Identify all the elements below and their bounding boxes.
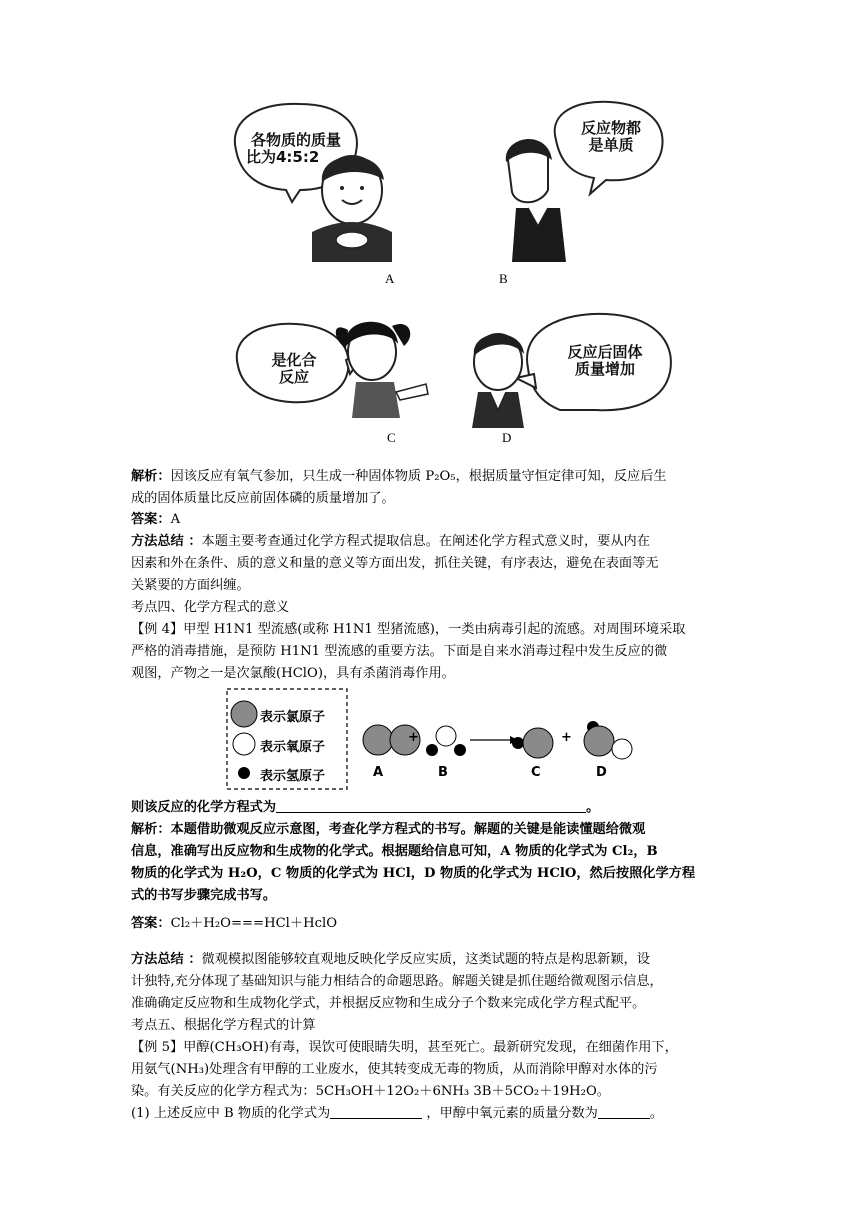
analysis2-line1: 解析：本题借助微观反应示意图，考查化学方程式的书写。解题的关键是能读懂题给微观 xyxy=(131,822,646,837)
method1-text: 本题主要考查通过化学方程式提取信息。在阐述化学方程式意义时，要从内在 xyxy=(201,534,650,549)
caption-c: C xyxy=(387,430,396,445)
answer2-equation: Cl₂＋H₂O===HCl＋HclO xyxy=(170,916,338,931)
bubble-a-line1: 各物质的质量 xyxy=(250,131,341,149)
label-b: B xyxy=(438,765,448,780)
molecule-d-chlorine xyxy=(584,726,614,756)
legend-oxygen-atom xyxy=(233,733,255,755)
answer-blank-b-formula[interactable] xyxy=(330,1106,422,1119)
kaodian5-heading: 考点五、根据化学方程式的计算 xyxy=(131,1018,316,1033)
question4-suffix: 。 xyxy=(586,800,600,815)
molecule-b-oxygen xyxy=(436,726,456,746)
analysis1-line1 xyxy=(131,466,731,488)
molecule-c-hydrogen xyxy=(512,737,524,749)
method1-line2: 因素和外在条件、质的意义和量的意义等方面出发，抓住关键，有序表达，避免在表面等无 xyxy=(131,556,659,571)
bubble-b-line2: 是单质 xyxy=(588,136,634,154)
answer2-label: 答案： xyxy=(131,916,171,931)
bubble-c-line1: 是化合 xyxy=(271,351,317,369)
molecule-b-hydrogen1 xyxy=(426,744,438,756)
q5-middle: ，甲醇中氧元素的质量分数为 xyxy=(422,1106,598,1121)
ex4-line3: 观图，产物之一是次氯酸(HClO)，具有杀菌消毒作用。 xyxy=(131,666,455,681)
method2-label: 方法总结 ： xyxy=(131,952,202,967)
answer1 xyxy=(131,509,731,531)
analysis2-line2: 信息，准确写出反应物和生成物的化学式。根据题给信息可知，A 物质的化学式为 Cl₂，B xyxy=(131,844,658,859)
analysis1-text: 因该反应有氧气参加，只生成一种固体物质 P₂O₅，根据质量守恒定律可知，反应后生 xyxy=(170,469,667,484)
plus-sign-1: + xyxy=(408,730,419,745)
person-a-figure xyxy=(312,156,392,262)
analysis2-line4: 式的书写步骤完成书写。 xyxy=(131,888,277,903)
method2-line1 xyxy=(131,949,731,971)
method1-line3: 关紧要的方面纠缠。 xyxy=(131,578,250,593)
question4 xyxy=(131,797,731,819)
person-b-figure xyxy=(506,139,566,262)
method2-text: 微观模拟图能够较直观地反映化学反应实质，这类试题的特点是构思新颖，设 xyxy=(201,952,650,967)
label-c: C xyxy=(531,765,541,780)
analysis1-line2: 成的固体质量比反应前固体磷的质量增加了。 xyxy=(131,491,395,506)
answer-blank-equation[interactable] xyxy=(276,800,586,813)
legend-oxygen-label: 表示氧原子 xyxy=(260,740,326,755)
answer-label: 答案： xyxy=(131,512,171,527)
ex4-line2: 严格的消毒措施，是预防 H1N1 型流感的重要方法。下面是自来水消毒过程中发生反应的微 xyxy=(131,644,668,659)
caption-d: D xyxy=(502,430,512,445)
method1-line1 xyxy=(131,531,731,553)
bubble-c-text xyxy=(254,352,334,386)
ex4-line1: 【例 4】甲型 H1N1 型流感(或称 H1N1 型猪流感)，一类由病毒引起的流感。对周围环境采取 xyxy=(131,622,686,637)
person-d-figure xyxy=(472,334,524,428)
answer-blank-mass-fraction[interactable] xyxy=(598,1106,650,1119)
q5-prefix: (1) 上述反应中 B 物质的化学式为 xyxy=(131,1106,331,1121)
method2-line2: 计独特,充分体现了基础知识与能力相结合的命题思路。解题关键是抓住题给微观图示信息， xyxy=(131,974,663,989)
legend-chlorine-atom xyxy=(231,701,257,727)
bubble-d-line1: 反应后固体 xyxy=(567,343,643,361)
bubble-c-line2: 反应 xyxy=(278,368,309,386)
molecule-c-chlorine xyxy=(523,728,553,758)
caption-b: B xyxy=(499,271,508,286)
cartoon-figures xyxy=(0,0,860,460)
analysis2-line3: 物质的化学式为 H₂O，C 物质的化学式为 HCl，D 物质的化学式为 HClO，然后按照化学方程 xyxy=(131,866,696,881)
label-a: A xyxy=(373,765,384,780)
bubble-d-text xyxy=(550,344,660,378)
bubble-d-line2: 质量增加 xyxy=(574,360,635,378)
ex5-line2: 用氨气(NH₃)处理含有甲醇的工业废水，使其转变成无毒的物质，从而消除甲醇对水体的污 xyxy=(131,1062,658,1077)
ex5-line1: 【例 5】甲醇(CH₃OH)有毒，误饮可使眼睛失明，甚至死亡。最新研究发现，在细菌作用下， xyxy=(131,1040,678,1055)
bubble-b-line1: 反应物都 xyxy=(580,119,641,137)
bubble-a-line2: 比为4:5:2 xyxy=(246,148,320,166)
molecule-b-hydrogen2 xyxy=(454,744,466,756)
method2-line3: 准确确定反应物和生成物化学式，并根据反应物和生成分子个数来完成化学方程式配平。 xyxy=(131,996,646,1011)
kaodian4-heading: 考点四、化学方程式的意义 xyxy=(131,600,290,615)
question5-1 xyxy=(131,1103,731,1125)
molecule-a-atom1 xyxy=(363,725,393,755)
legend-chlorine-label: 表示氯原子 xyxy=(260,710,326,725)
method-label: 方法总结 ： xyxy=(131,534,202,549)
molecule-d-oxygen xyxy=(612,739,632,759)
legend-hydrogen-atom xyxy=(238,767,250,779)
bubble-b-text xyxy=(566,120,656,154)
bubble-a-text xyxy=(244,132,348,166)
q5-suffix: 。 xyxy=(649,1106,664,1121)
plus-sign-2: + xyxy=(561,730,572,745)
ex5-line3: 染。有关反应的化学方程式为：5CH₃OH＋12O₂＋6NH₃ 3B＋5CO₂＋19H₂O。 xyxy=(131,1084,610,1099)
legend-hydrogen-label: 表示氢原子 xyxy=(260,769,326,784)
answer2 xyxy=(131,913,731,935)
analysis-label: 解析： xyxy=(131,469,171,484)
label-d: D xyxy=(596,765,607,780)
caption-a: A xyxy=(385,271,395,286)
question4-text: 则该反应的化学方程式为 xyxy=(131,800,277,815)
answer1-value: A xyxy=(170,512,181,527)
